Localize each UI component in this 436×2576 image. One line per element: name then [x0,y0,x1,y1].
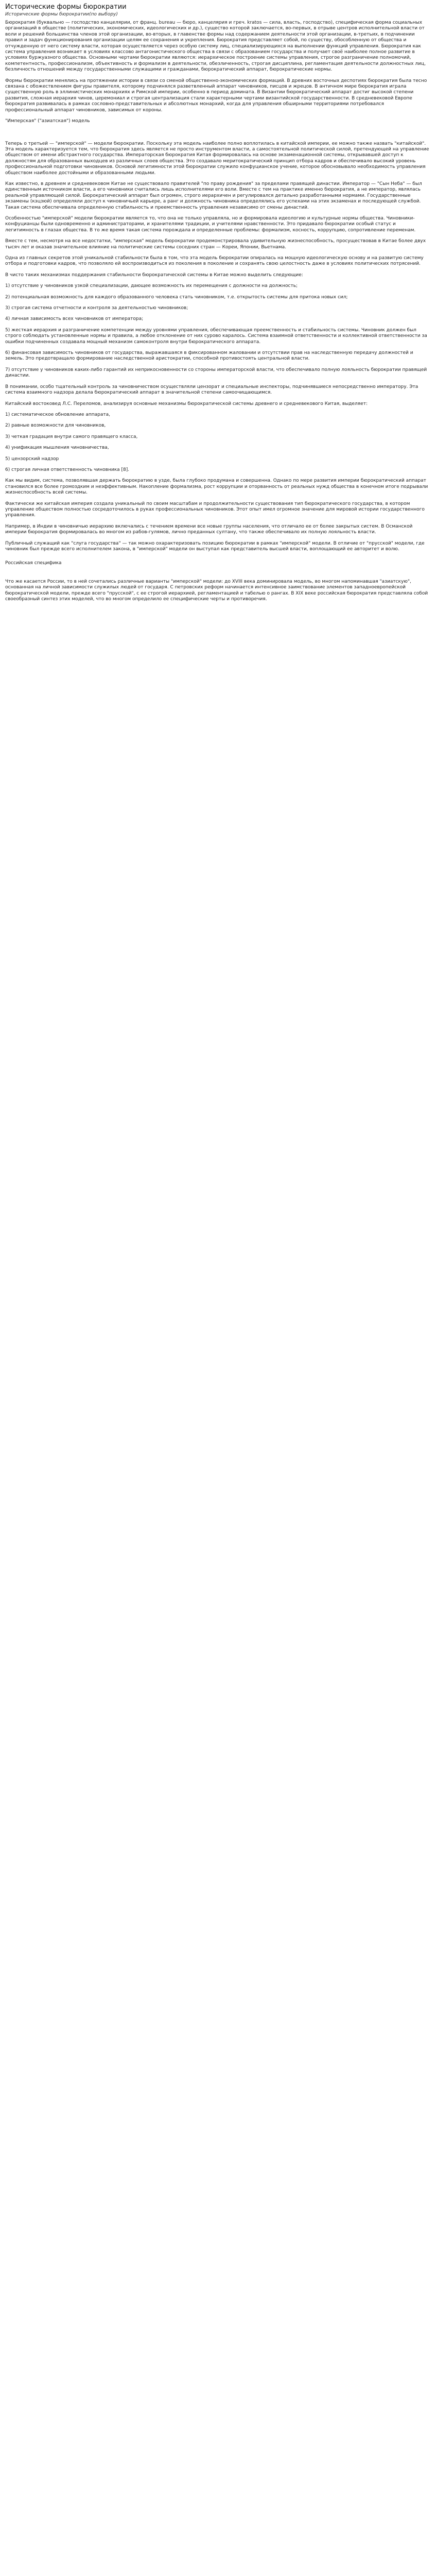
page-subtitle: Исторические формы бюрократии(по выбору) [5,12,118,17]
paragraph: 7) отсутствие у чиновников каких-либо гарантий их неприкосновенности со стороны императорской власти, что обеспечивало полную лояльность бюрократии правящей династии. [5,367,427,379]
paragraph: 3) строгая система отчетности и контроля за деятельностью чиновников; [5,306,188,311]
paragraph: Особенностью "имперской" модели бюрократии является то, что она не только управляла, но и формировала идеологию и культурные нормы общества. Чиновники-конфуцианцы были одновременно и администраторами, и хранителями традиции, и учителями нравственности. Это придавало бюрократии особый статус и легитимность в глазах общества. В то же время такая система порождала и определенные проблемы: формализм, косность, коррупцию, сопротивление переменам. [5,215,416,233]
paragraph: Что же касается России, то в ней сочетались различные варианты "имперской" модели: до XVIII века доминировала модель, во многом напоминавшая "азиатскую", основанная на личной зависимости служилых людей от государя. С петровских реформ начинается интенсивное заимствование элементов западноевропейской бюрократической модели, прежде всего "прусской", с ее строгой иерархией, регламентацией и табелью о рангах. В XIX веке российская бюрократия представляла собой своеобразный синтез этих моделей, что во многом определило ее специфические черты и противоречия. [5,579,428,602]
section-spacer [5,130,431,141]
paragraph: 2) потенциальная возможность для каждого образованного человека стать чиновником, т.е. открытость системы для притока новых сил; [5,294,348,300]
paragraph: 5) жесткая иерархия и разграничение компетенции между уровнями управления, обеспечивающая преемственность и стабильность системы. Чиновник должен был строго соблюдать установленные нормы и правила, а любое отклонение от них сурово каралось. Система взаимной ответственности и коллективной ответственности за ошибки подчиненных создавала мощный механизм самоконтроля внутри бюрократического аппарата. [5,327,427,345]
paragraph: Формы бюрократии менялись на протяжении истории в связи со сменой общественно-экономических формаций. В древних восточных деспотиях бюрократия была тесно связана с обожествлением фигуры правителя, которому подчинялся разветвленный аппарат чиновников, писцов и жрецов. В античном мире бюрократия играла существенную роль в эллинистических монархиях и Римской империи, особенно в период домината. В Византии бюрократический аппарат достиг высокой степени развития, сложная иерархия чинов, церемониал и строгая централизация стали характерными чертами византийской государственности. В средневековой Европе бюрократия развивалась в рамках сословно-представительных и абсолютных монархий, когда для управления обширными территориями потребовался профессиональный аппарат чиновников, зависимых от короны. [5,78,427,113]
paragraph: В чисто таких механизмах поддержания стабильности бюрократической системы в Китае можно выделить следующие: [5,272,303,278]
paragraph: 4) унификация мышления чиновничества, [5,445,109,451]
paragraph: 6) строгая личная ответственность чиновника [8]. [5,467,130,472]
document-page [0,0,436,613]
paragraph: 4) личная зависимость всех чиновников от императора; [5,316,144,322]
paragraph: Например, в Индии в чиновничью иерархию включались с течением времени все новые группы населения, что отличало ее от более закрытых систем. В Османской империи бюрократия формировалась во многом из рабов-гулямов, лично преданных султану, что также обеспечивало их полную лояльность власти. [5,523,413,535]
paragraph: Бюрократия (буквально — господство канцелярии, от франц. bureau — бюро, канцелярия и греч. kratos — сила, власть, господство), специфическая форма социальных организаций в обществе (политических, экономических, идеологических и др.), существо которой заключается, во-первых, в отрыве центров исполнительной власти от воли и решений большинства членов этой организации, во-вторых, в главенстве формы над содержанием деятельности этой организации, в-третьих, в подчинении правил и задач функционирования организации целям ее сохранения и укрепления. Бюрократия представляет собой, по существу, обособленную от общества и отчужденную от него систему власти, которая осуществляется через особую систему лиц, специализирующихся на выполнении функций управления. Бюрократия как система управления возникает в условиях классово антагонистического общества в связи с образованием государства и получает своё наиболее полное развитие в условиях буржуазного общества. Основными чертами бюрократии являются: иерархическое построение системы управления, строгое разграничение полномочий, компетентность, профессионализм, объективность и формализм в деятельности, обезличенность, строгая дисциплина, регламентация деятельности должностных лиц, безличность отношений между государственными служащими и гражданами, бюрократический аппарат, бюрократические нормы. [5,20,426,73]
paragraph: Теперь о третьей — "имперской" — модели бюрократии. Поскольку эта модель наиболее полно воплотилась в китайской империи, ее можно также назвать "китайской". Эта модель характеризуется тем, что бюрократия здесь является не просто инструментом власти, а самостоятельной политической силой, претендующей на управление обществом от имени абстрактного государства. Императорская бюрократия Китая формировалась на основе экзаменационной системы, открывавшей доступ к должностям для образованных выходцев из различных слоев общества. Это создавало меритократический принцип отбора кадров и обеспечивало высокий уровень профессиональной подготовки чиновников. Основой легитимности этой бюрократии служило конфуцианское учение, которое обосновывало необходимость управления обществом наиболее достойными и образованными людьми. [5,141,429,176]
paragraph: Китайский востоковед Л.С. Переломов, анализируя основные механизмы бюрократической системы древнего и средневекового Китая, выделяет: [5,401,368,406]
paragraph: Как известно, в древнем и средневековом Китае не существовало правителей "по праву рождения" за пределами правящей династии. Император — "Сын Неба" — был единственным источником власти, а его чиновники считались лишь исполнителями его воли. Вместе с тем на практике именно бюрократия, а не император, являлась реальной управляющей силой. Бюрократический аппарат был огромен, строго иерархичен и регулировался детально разработанными нормами. Государственные экзамены (кэцзюй) определяли доступ к чиновничьей карьере, а ранг и должность чиновника определялись его успехами на этих экзаменах и последующей службой. Такая система обеспечивала определенную стабильность и преемственность управления независимо от смены династий. [5,181,422,210]
paragraph: 1) отсутствие у чиновников узкой специализации, дающее возможность их перемещения с должности на должность; [5,283,298,289]
paragraph: Как мы видим, система, позволявшая держать бюрократию в узде, была глубоко продумана и совершенна. Однако по мере развития империи бюрократический аппарат становился все более громоздким и неэффективным. Накопление формализма, рост коррупции и оторванность от реальных нужд общества в конечном итоге подрывали жизнеспособность всей системы. [5,478,428,496]
paragraph: 5) цензорский надзор [5,456,59,462]
page-title: Исторические формы бюрократии [5,3,127,11]
paragraph: Фактически же китайская империя создала уникальный по своим масштабам и продолжительности существования тип бюрократического государства, в котором управление обществом полностью сосредоточилось в руках профессиональных чиновников. Этот опыт имел огромное значение для мировой истории государственного управления. [5,501,425,518]
paragraph: Одна из главных секретов этой уникальной стабильности была в том, что эта модель бюрократии опиралась на мощную идеологическую основу и на развитую систему отбора и подготовки кадров, что позволяло ей воспроизводиться из поколения в поколение и сохранять свою целостность даже в условиях политических потрясений. [5,256,424,267]
paragraph: В понимании, особо тщательный контроль за чиновничеством осуществляли цензорат и специальные инспекторы, подчинявшиеся непосредственно императору. Эта система взаимного надзора делала бюрократический аппарат в значительной степени самоочищающимся. [5,384,418,396]
article-body [5,20,431,602]
paragraph: 6) финансовая зависимость чиновников от государства, выражавшаяся в фиксированном жаловании и отсутствии прав на наследственную передачу должностей и земель. Это предотвращало формирование наследственной аристократии, способной противостоять центральной власти. [5,350,413,362]
section-heading: Российская специфика [5,561,62,566]
paragraph: Вместе с тем, несмотря на все недостатки, "имперская" модель бюрократии продемонстрировала удивительную жизнеспособность, просуществовав в Китае более двух тысяч лет и оказав значительное влияние на политические системы соседних стран — Кореи, Японии, Вьетнама. [5,239,426,250]
paragraph: 2) равные возможности для чиновников, [5,423,106,429]
paragraph: 1) систематическое обновление аппарата, [5,412,110,417]
paragraph: Публичный служащий как "слуга государства" — так можно охарактеризовать позицию бюрократии в рамках "имперской" модели. В отличие от "прусской" модели, где чиновник был прежде всего исполнителем закона, в "имперской" модели он выступал как представитель высшей власти, воплощающий ее авторитет и волю. [5,540,425,552]
paragraph: 3) четкая градация внутри самого правящего класса, [5,434,138,439]
paragraph: "Имперская" ("азиатская") модель [5,118,90,124]
